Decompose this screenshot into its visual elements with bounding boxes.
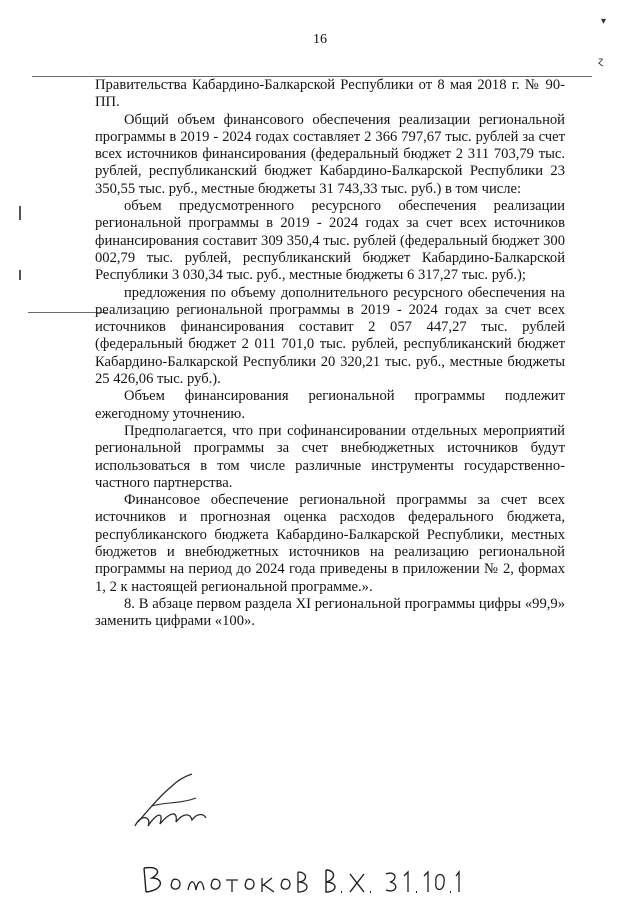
handwritten-note bbox=[138, 858, 468, 902]
page-number: 16 bbox=[313, 32, 327, 47]
paragraph-cofinancing: Предполагается, что при софинансировании отдельных мероприятий региональной программы за счет внебюджетных источников будут использоваться в том числе различные инструменты государственно-частного партнерства. bbox=[95, 422, 565, 491]
paragraph-continuation: Правительства Кабардино-Балкарской Республики от 8 мая 2018 г. № 90-ПП. bbox=[95, 77, 565, 111]
paragraph-item-8: 8. В абзаце первом раздела XI региональной программы цифры «99,9» заменить цифрами «100». bbox=[95, 595, 565, 630]
scan-tick-left-lower bbox=[19, 270, 21, 280]
scan-tick-left bbox=[19, 206, 21, 220]
paragraph-planned-resources: объем предусмотренного ресурсного обеспечения реализации региональной программы в 2019 - 2024 годах за счет всех источников финансирования составит 309 350,4 тыс. рублей (федеральный бюджет 300 002,79 тыс. рублей, республиканский бюджет Кабардино-Балкарской Республики 3 030,34 тыс. руб., местные бюджеты 6 317,27 тыс. руб.); bbox=[95, 198, 565, 284]
document-body bbox=[95, 77, 565, 631]
paragraph-additional-resources: предложения по объему дополнительного ресурсного обеспечения на реализацию региональной программы в 2019 - 2024 годах за счет всех источников финансирования составит 2 057 447,27 тыс. рублей (федеральный бюджет 2 011 701,0 тыс. рублей, республиканский бюджет Кабардино-Балкарской Республики 20 320,21 тыс. руб., местные бюджеты 25 426,06 тыс. руб.). bbox=[95, 284, 565, 388]
corner-mark-right: ɀ bbox=[598, 56, 604, 67]
signature bbox=[130, 768, 260, 838]
paragraph-total-financing: Общий объем финансового обеспечения реализации региональной программы в 2019 - 2024 годах составляет 2 366 797,67 тыс. рублей за счет всех источников финансирования (федеральный бюджет 2 311 703,79 тыс. рублей, республиканский бюджет Кабардино-Балкарской Республики 23 350,55 тыс. руб., местные бюджеты 31 743,33 тыс. руб.) в том числе: bbox=[95, 111, 565, 197]
paragraph-annual-adjustment: Объем финансирования региональной программы подлежит ежегодному уточнению. bbox=[95, 388, 565, 422]
paragraph-financial-support: Финансовое обеспечение региональной программы за счет всех источников и прогнозная оценка расходов федерального бюджета, республиканского бюджета Кабардино-Балкарской Республики, местных бюджетов и внебюджетных источников на реализацию региональной программы на период до 2024 года приведены в приложении № 2, формах 1, 2 к настоящей региональной программе.». bbox=[95, 492, 565, 595]
corner-mark-top: ▾ bbox=[601, 16, 607, 27]
